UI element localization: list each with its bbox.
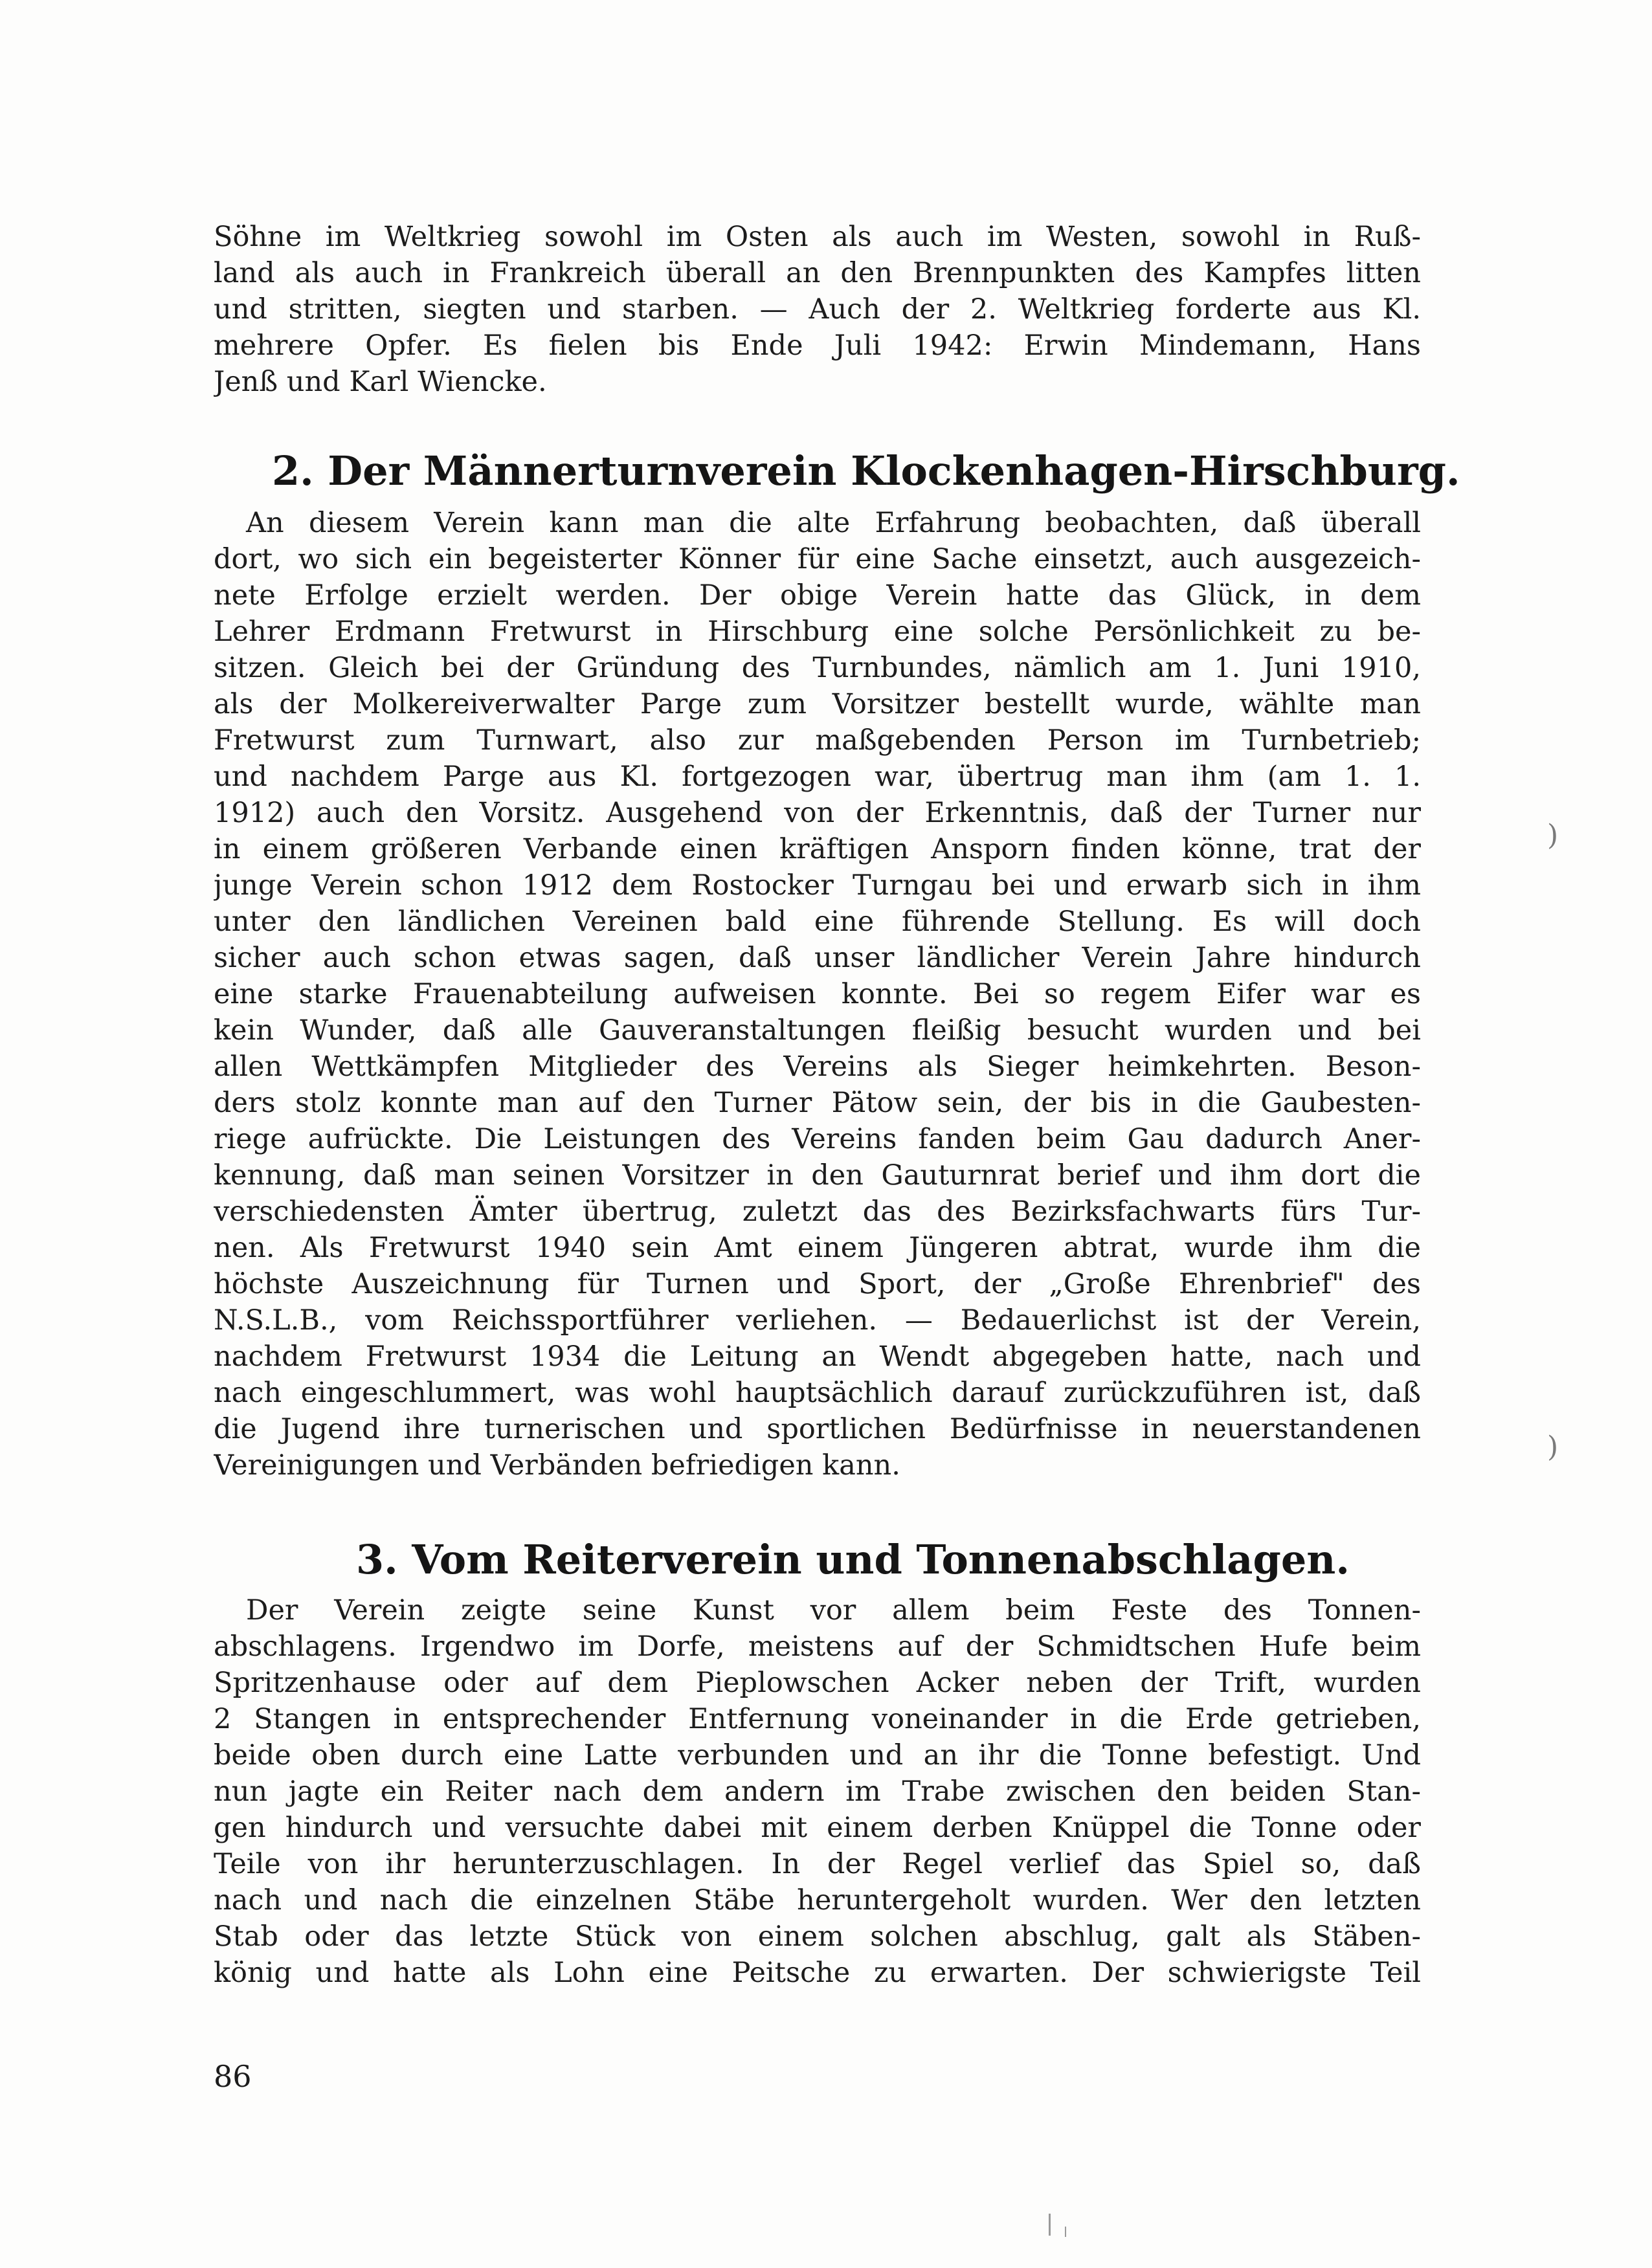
text-line: Der Verein zeigte seine Kunst vor allem beim Feste des Tonnen- [246, 1594, 1421, 1627]
scan-speck [1049, 2214, 1051, 2236]
paragraph-reiterverein [214, 1592, 1421, 1991]
text-line: als der Molkereiverwalter Parge zum Vorsitzer bestellt wurde, wählte man [214, 688, 1421, 720]
text-line: Jenß und Karl Wiencke. [214, 366, 547, 398]
text-line: ders stolz konnte man auf den Turner Pätow sein, der bis in die Gaubesten- [214, 1087, 1421, 1119]
text-line: unter den ländlichen Vereinen bald eine führende Stellung. Es will doch [214, 906, 1421, 938]
text-line: allen Wettkämpfen Mitglieder des Vereins als Sieger heimkehrten. Beson- [214, 1051, 1421, 1083]
text-line: nachdem Fretwurst 1934 die Leitung an Wendt abgegeben hatte, nach und [214, 1340, 1421, 1373]
text-line: mehrere Opfer. Es fielen bis Ende Juli 1942: Erwin Mindemann, Hans [214, 329, 1421, 362]
section-heading-turnverein: 2. Der Männerturnverein Klockenhagen-Hirschburg. [272, 447, 1460, 495]
paragraph-turnverein [214, 505, 1421, 1484]
margin-bracket-mark: ) [1547, 1430, 1559, 1463]
scan-speck [1065, 2227, 1066, 2237]
text-line: höchste Auszeichnung für Turnen und Sport, der „Große Ehrenbrief" des [214, 1268, 1421, 1300]
text-line: nete Erfolge erzielt werden. Der obige Verein hatte das Glück, in dem [214, 579, 1421, 612]
text-line: An diesem Verein kann man die alte Erfahrung beobachten, daß überall [246, 507, 1421, 539]
text-line: junge Verein schon 1912 dem Rostocker Turngau bei und erwarb sich in ihm [214, 869, 1421, 902]
text-line: Vereinigungen und Verbänden befriedigen kann. [214, 1449, 900, 1482]
text-line: Spritzenhause oder auf dem Pieplowschen Acker neben der Trift, wurden [214, 1667, 1421, 1699]
text-line: könig und hatte als Lohn eine Peitsche zu erwarten. Der schwierigste Teil [214, 1957, 1421, 1989]
text-line: sicher auch schon etwas sagen, daß unser ländlicher Verein Jahre hindurch [214, 942, 1421, 974]
text-line: gen hindurch und versuchte dabei mit einem derben Knüppel die Tonne oder [214, 1812, 1421, 1844]
text-line: eine starke Frauenabteilung aufweisen konnte. Bei so regem Eifer war es [214, 978, 1421, 1010]
text-line: dort, wo sich ein begeisterter Könner für eine Sache einsetzt, auch ausgezeich- [214, 543, 1421, 575]
text-line: nach eingeschlummert, was wohl hauptsächlich darauf zurückzuführen ist, daß [214, 1377, 1421, 1409]
text-line: beide oben durch eine Latte verbunden und an ihr die Tonne befestigt. Und [214, 1739, 1421, 1772]
text-line: kennung, daß man seinen Vorsitzer in den Gauturnrat berief und ihm dort die [214, 1159, 1421, 1192]
section-heading-reiterverein: 3. Vom Reiterverein und Tonnenabschlagen. [356, 1536, 1350, 1583]
text-line: abschlagens. Irgendwo im Dorfe, meistens auf der Schmidtschen Hufe beim [214, 1630, 1421, 1663]
text-line: in einem größeren Verbande einen kräftigen Ansporn finden könne, trat der [214, 833, 1421, 865]
text-line: Stab oder das letzte Stück von einem solchen abschlug, galt als Stäben- [214, 1920, 1421, 1953]
text-line: land als auch in Frankreich überall an den Brennpunkten des Kampfes litten [214, 257, 1421, 289]
paragraph-war-casualties [214, 219, 1421, 400]
text-line: nen. Als Fretwurst 1940 sein Amt einem Jüngeren abtrat, wurde ihm die [214, 1232, 1421, 1264]
text-line: die Jugend ihre turnerischen und sportlichen Bedürfnisse in neuerstandenen [214, 1413, 1421, 1445]
text-line: kein Wunder, daß alle Gauveranstaltungen fleißig besucht wurden und bei [214, 1014, 1421, 1047]
text-line: Fretwurst zum Turnwart, also zur maßgebenden Person im Turnbetrieb; [214, 724, 1421, 757]
page-number: 86 [214, 2059, 252, 2094]
text-line: nach und nach die einzelnen Stäbe heruntergeholt wurden. Wer den letzten [214, 1884, 1421, 1917]
text-line: und stritten, siegten und starben. — Auch der 2. Weltkrieg forderte aus Kl. [214, 293, 1421, 326]
text-line: Söhne im Weltkrieg sowohl im Osten als auch im Westen, sowohl in Ruß- [214, 221, 1421, 253]
text-line: 2 Stangen in entsprechender Entfernung voneinander in die Erde getrieben, [214, 1703, 1421, 1735]
text-line: verschiedensten Ämter übertrug, zuletzt das des Bezirksfachwarts fürs Tur- [214, 1195, 1421, 1228]
text-line: N.S.L.B., vom Reichssportführer verliehen. — Bedauerlichst ist der Verein, [214, 1304, 1421, 1337]
margin-bracket-mark: ) [1547, 819, 1559, 852]
text-line: riege aufrückte. Die Leistungen des Vereins fanden beim Gau dadurch Aner- [214, 1123, 1421, 1155]
text-line: nun jagte ein Reiter nach dem andern im Trabe zwischen den beiden Stan- [214, 1775, 1421, 1808]
text-line: Lehrer Erdmann Fretwurst in Hirschburg eine solche Persönlichkeit zu be- [214, 616, 1421, 648]
text-line: 1912) auch den Vorsitz. Ausgehend von der Erkenntnis, daß der Turner nur [214, 797, 1421, 829]
text-line: und nachdem Parge aus Kl. fortgezogen war, übertrug man ihm (am 1. 1. [214, 761, 1421, 793]
text-line: Teile von ihr herunterzuschlagen. In der Regel verlief das Spiel so, daß [214, 1848, 1421, 1880]
text-line: sitzen. Gleich bei der Gründung des Turnbundes, nämlich am 1. Juni 1910, [214, 652, 1421, 684]
